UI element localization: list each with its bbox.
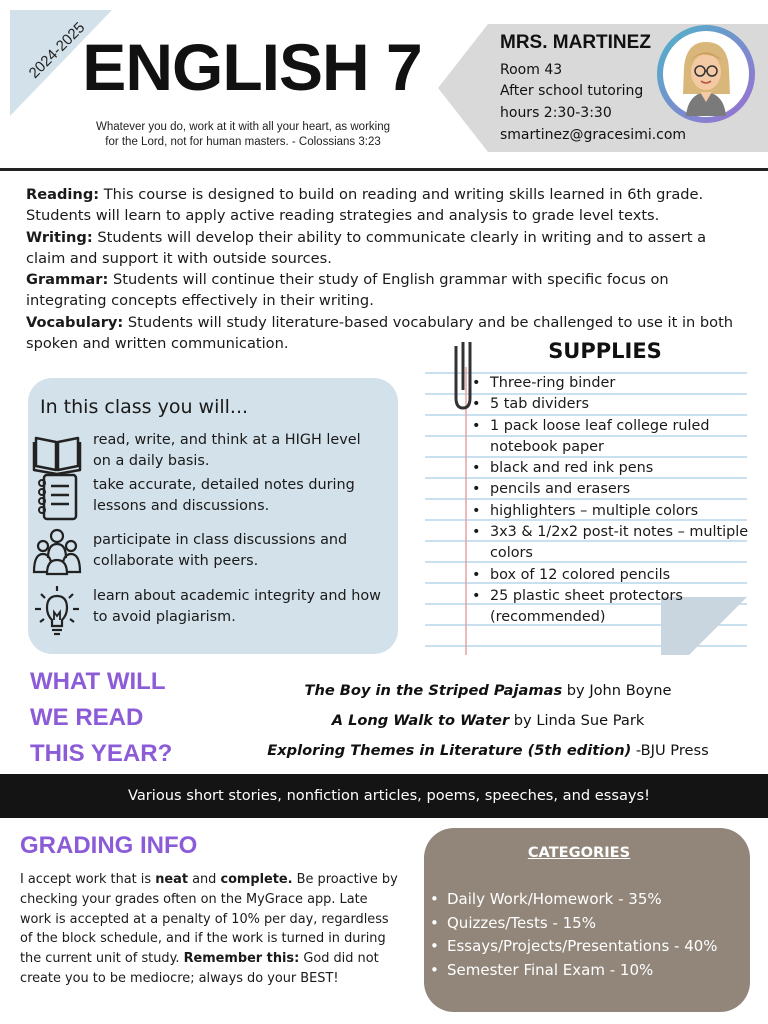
- description-label: Vocabulary:: [26, 313, 124, 331]
- expectation-item: [32, 428, 392, 476]
- notebook-icon: [32, 473, 82, 521]
- categories-list: [430, 888, 750, 982]
- teacher-info-banner: [438, 24, 768, 152]
- heading-line: WHAT WILL: [30, 668, 166, 695]
- expectation-text: participate in class discussions and collaborate with peers.: [93, 532, 348, 569]
- policy-emphasis: complete.: [220, 872, 293, 887]
- teacher-name: MRS. MARTINEZ: [500, 32, 651, 53]
- book-entry: [248, 712, 728, 729]
- policy-emphasis: neat: [155, 872, 188, 887]
- supplies-title: SUPPLIES: [548, 339, 662, 363]
- supply-item: • 3x3 & 1/2x2 post-it notes – multiple colors: [470, 522, 750, 565]
- supply-item: • 25 plastic sheet protectors (recommended): [470, 586, 750, 629]
- header-divider: [0, 168, 768, 171]
- teacher-email[interactable]: smartinez@gracesimi.com: [500, 127, 687, 143]
- expectation-text: read, write, and think at a HIGH level on a daily basis.: [93, 432, 361, 469]
- other-readings-text: Various short stories, nonfiction articles, poems, speeches, and essays!: [127, 787, 650, 804]
- people-group-icon: [32, 528, 82, 576]
- policy-text: Be proactive by checking your grades often on the MyGrace app. Late work is accepted at a penalty of 10% per day, regardless of the block schedule, and if the work is turned in during the current unit of study.: [20, 872, 398, 967]
- class-expectations-heading: In this class you will...: [40, 396, 249, 418]
- description-label: Writing:: [26, 228, 93, 246]
- policy-text: and: [187, 872, 221, 887]
- verse-line: Whatever you do, work at it with all your heart, as working: [95, 121, 390, 133]
- teacher-room: Room 43: [500, 62, 563, 78]
- lightbulb-icon: [32, 584, 82, 632]
- book-entry: [248, 742, 728, 759]
- category-item: • Essays/Projects/Presentations - 40%: [430, 935, 750, 959]
- description-text: Students will continue their study of English grammar with specific focus on integrating concepts effectively in their writing.: [26, 271, 669, 310]
- categories-title: CATEGORIES: [527, 844, 631, 861]
- supply-item: • 1 pack loose leaf college ruled notebook paper: [470, 416, 750, 459]
- tutoring-line: After school tutoring: [500, 83, 644, 99]
- book-author: by Linda Sue Park: [509, 712, 645, 729]
- grading-policy: [20, 870, 402, 989]
- expectation-text: learn about academic integrity and how to avoid plagiarism.: [93, 588, 381, 625]
- supply-item: • Three-ring binder: [470, 373, 750, 394]
- teacher-avatar: [656, 24, 756, 124]
- tutoring-hours: hours 2:30-3:30: [500, 105, 612, 121]
- other-readings-band: [0, 774, 768, 818]
- heading-line: WE READ: [30, 704, 144, 731]
- class-expectations-box: [28, 378, 398, 654]
- reading-list-heading: [30, 664, 220, 772]
- open-book-icon: [32, 428, 82, 476]
- description-grammar: [26, 269, 746, 312]
- supply-item: • black and red ink pens: [470, 458, 750, 479]
- supplies-list: [470, 373, 750, 629]
- description-text: This course is designed to build on reading and writing skills learned in 6th grade. Students will learn to apply active reading strategies and analysis to grade level texts.: [26, 186, 704, 225]
- expectation-item: [32, 473, 392, 521]
- policy-text: I accept work that is: [20, 872, 156, 887]
- category-item: • Quizzes/Tests - 15%: [430, 912, 750, 936]
- book-title: The Boy in the Striped Pajamas: [304, 682, 563, 699]
- expectation-item: [32, 528, 392, 576]
- book-title: A Long Walk to Water: [331, 712, 510, 729]
- book-author: by John Boyne: [562, 682, 672, 699]
- supply-item: • pencils and erasers: [470, 479, 750, 500]
- category-item: • Daily Work/Homework - 35%: [430, 888, 750, 912]
- expectation-item: [32, 584, 392, 632]
- policy-text: God did not create you to be mediocre; always do your BEST!: [20, 951, 379, 986]
- supply-item: • box of 12 colored pencils: [470, 565, 750, 586]
- book-title: Exploring Themes in Literature (5th edition): [267, 742, 632, 759]
- policy-emphasis: Remember this:: [183, 951, 300, 967]
- description-writing: [26, 227, 746, 270]
- course-title: ENGLISH 7: [82, 30, 422, 104]
- school-year: 2024-2025: [25, 19, 89, 82]
- grading-heading: GRADING INFO: [20, 832, 198, 859]
- description-text: Students will study literature-based vocabulary and be challenged to use it in both spoken and written communication.: [26, 313, 734, 353]
- grade-categories-box: [424, 828, 750, 1012]
- description-label: Reading:: [26, 186, 100, 203]
- description-text: Students will develop their ability to communicate clearly in writing and to assert a claim and support it with outside sources.: [26, 228, 707, 267]
- description-reading: [26, 184, 746, 227]
- category-item: • Semester Final Exam - 10%: [430, 959, 750, 983]
- book-author: -BJU Press: [631, 742, 709, 759]
- book-entry: [248, 682, 728, 699]
- course-description: [26, 184, 746, 354]
- description-label: Grammar:: [26, 271, 109, 289]
- bible-verse: [78, 120, 408, 150]
- expectation-text: take accurate, detailed notes during lessons and discussions.: [93, 477, 355, 514]
- supply-item: • highlighters – multiple colors: [470, 501, 750, 522]
- heading-line: THIS YEAR?: [30, 740, 173, 767]
- verse-line: for the Lord, not for human masters. - Colossians 3:23: [105, 136, 381, 148]
- supply-item: • 5 tab dividers: [470, 394, 750, 415]
